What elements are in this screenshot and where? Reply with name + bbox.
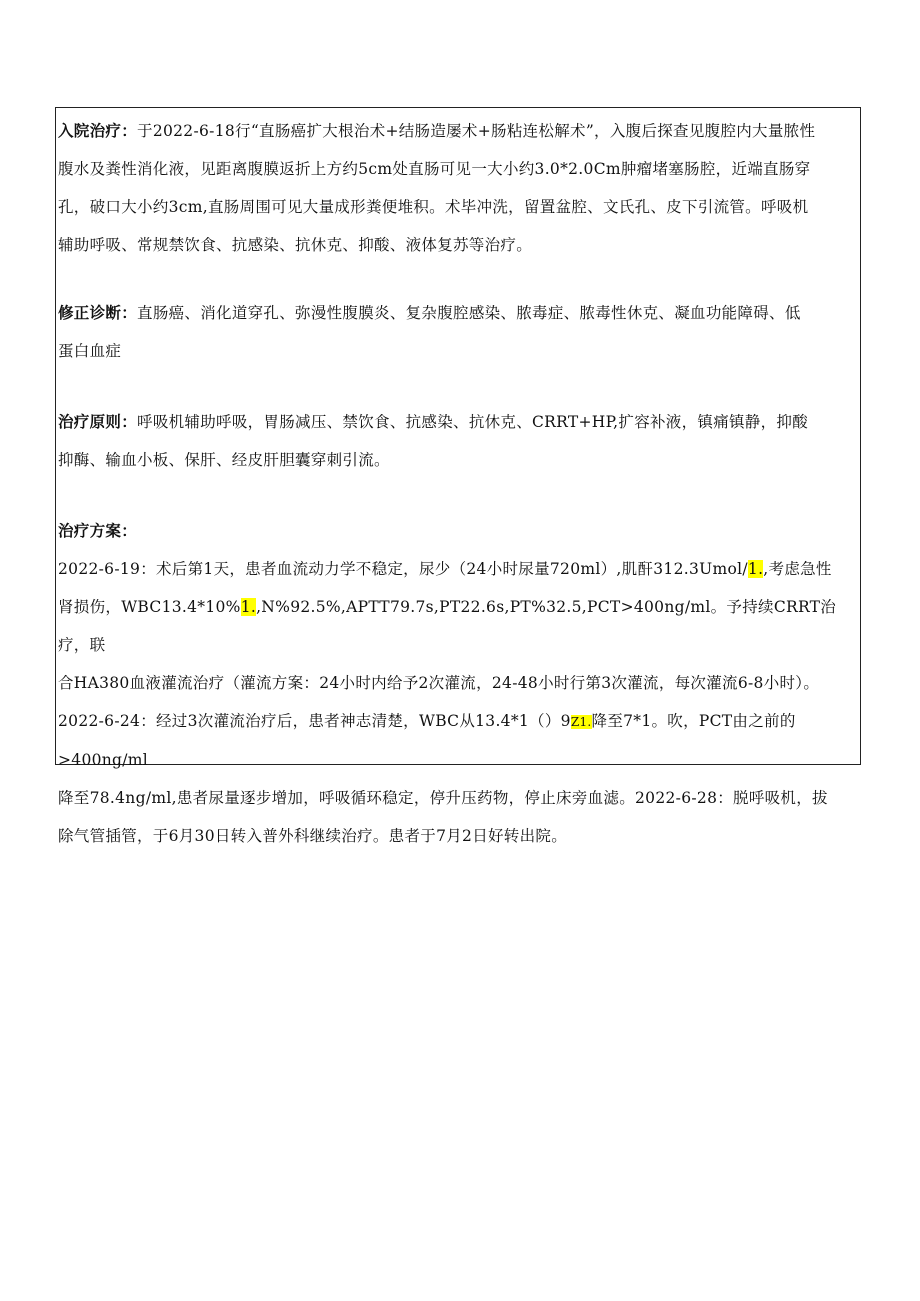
principle-section (58, 403, 858, 479)
highlight-mark: Z1. (570, 715, 592, 729)
diagnosis-line-1: 修正诊断：直肠癌、消化道穿孔、弥漫性腹膜炎、复杂腹腔感染、脓毒症、脓毒性休克、凝血功能障碍、低 (58, 303, 801, 322)
admission-label: 入院治疗： (58, 121, 138, 140)
highlight-mark: 1. (240, 598, 257, 616)
plan-line-6: 除气管插管，于6月30日转入普外科继续治疗。患者于7月2日好转出院。 (58, 827, 568, 845)
diagnosis-label: 修正诊断： (58, 303, 138, 322)
plan-line-5: 降至78.4ng/ml,患者尿量逐步增加，呼吸循环稳定，停升压药物，停止床旁血滤。2022-6-28：脱呼吸机，拔 (58, 789, 828, 807)
plan-section (58, 512, 858, 855)
plan-line-3: 合HA380血液灌流治疗（灌流方案：24小时内给予2次灌流，24-48小时行第3次灌流，每次灌流6-8小时）。 (58, 674, 820, 692)
highlight-mark: 1. (747, 560, 764, 578)
principle-label: 治疗原则： (58, 412, 138, 431)
admission-line-3: 孔，破口大小约3cm,直肠周围可见大量成形粪便堆积。术毕冲洗，留置盆腔、文氏孔、皮下引流管。呼吸机 (58, 198, 809, 216)
admission-line-4: 辅助呼吸、常规禁饮食、抗感染、抗休克、抑酸、液体复苏等治疗。 (58, 236, 533, 254)
plan-line-4: 2022-6-24：经过3次灌流治疗后，患者神志清楚，WBC从13.4*1（）9Z1.降至7*1。吹，PCT由之前的>400ng/ml (58, 712, 796, 769)
diagnosis-section (58, 294, 858, 370)
plan-line-2: 肾损伤，WBC13.4*10%1.,N%92.5%,APTT79.7s,PT22.6s,PT%32.5,PCT>400ng/ml。予持续CRRT治疗，联 (58, 598, 837, 654)
plan-line-1: 2022-6-19：术后第1天，患者血流动力学不稳定，尿少（24小时尿量720ml）,肌酐312.3Umol/1.,考虑急性 (58, 560, 832, 578)
admission-line-1: 入院治疗：于2022-6-18行“直肠癌扩大根治术+结肠造屡术+肠粘连松解术”，入腹后探查见腹腔内大量脓性 (58, 121, 816, 140)
principle-line-1: 治疗原则：呼吸机辅助呼吸，胃肠减压、禁饮食、抗感染、抗休克、CRRT+HP,扩容补液，镇痛镇静，抑酸 (58, 412, 809, 431)
admission-section (58, 112, 858, 264)
plan-label: 治疗方案： (58, 521, 138, 540)
principle-line-2: 抑酶、输血小板、保肝、经皮肝胆囊穿刺引流。 (58, 451, 390, 469)
admission-line-2: 腹水及粪性消化液，见距离腹膜返折上方约5cm处直肠可见一大小约3.0*2.0Cm肿瘤堵塞肠腔，近端直肠穿 (58, 160, 811, 178)
diagnosis-line-2: 蛋白血症 (58, 342, 122, 360)
